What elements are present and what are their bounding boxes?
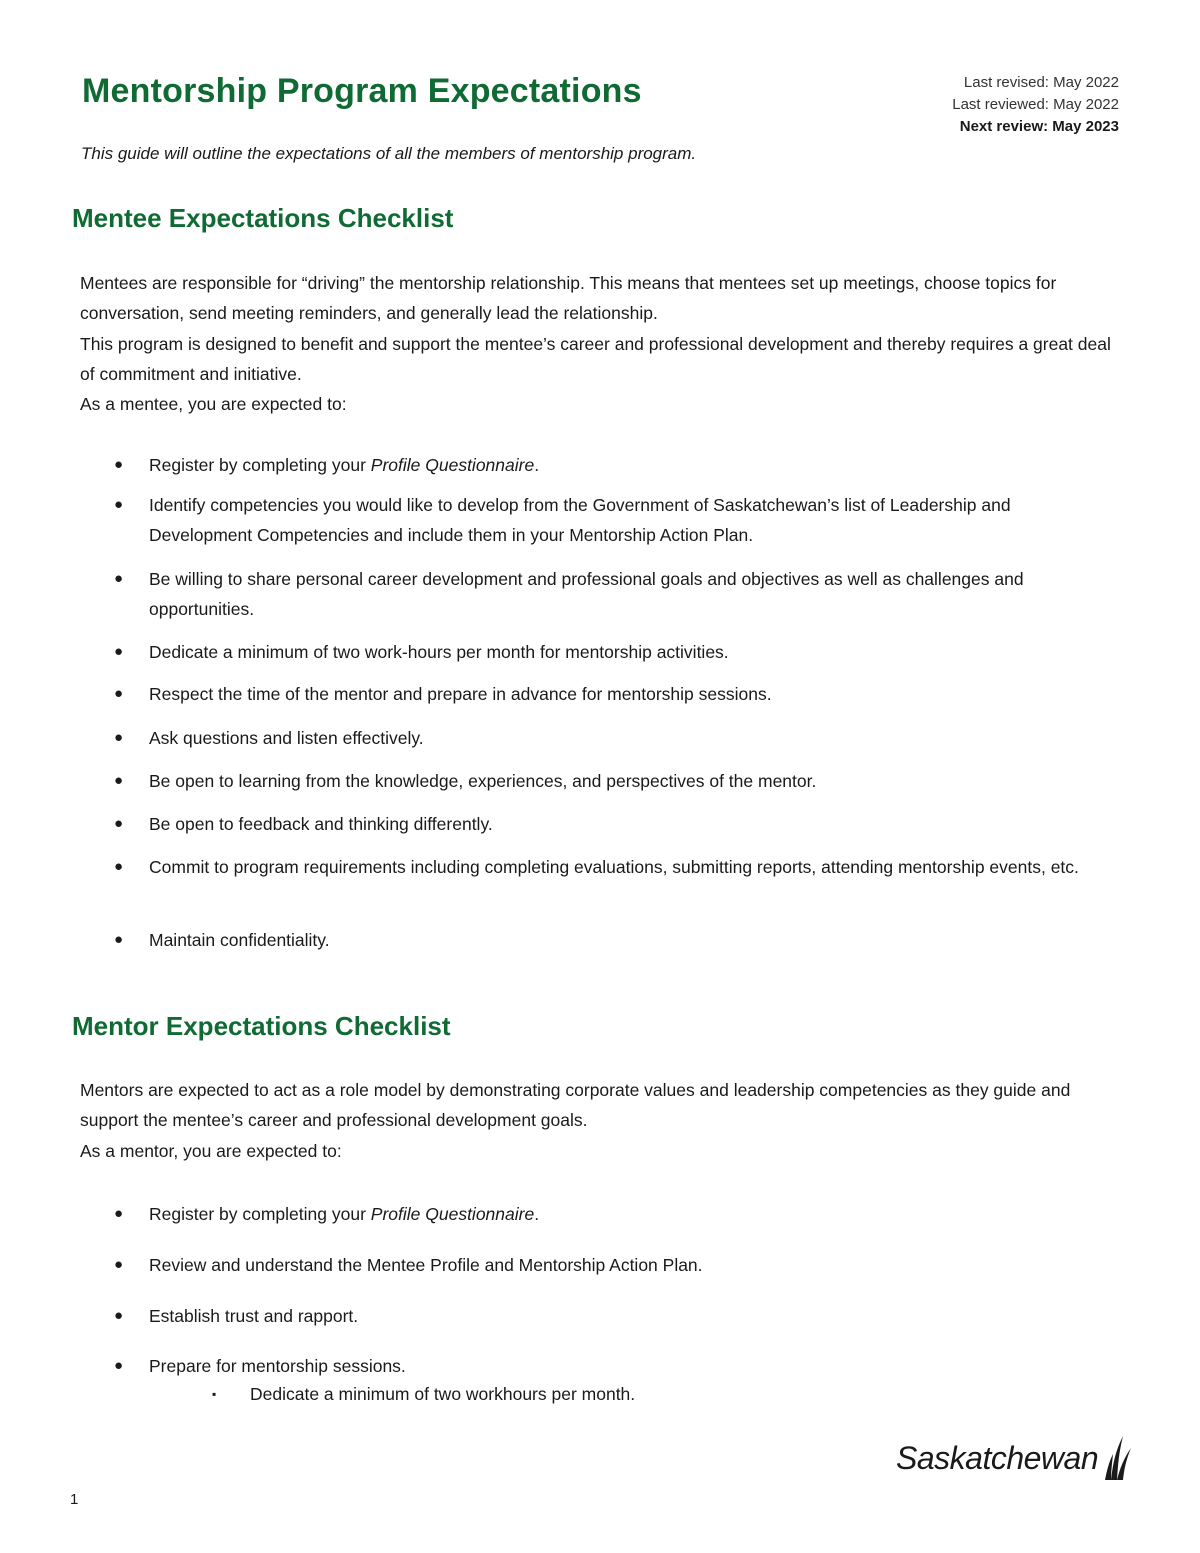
sub-bullet-icon: ▪ xyxy=(212,1387,217,1401)
profile-questionnaire-emphasis: Profile Questionnaire xyxy=(370,455,535,475)
list-item-text: Establish trust and rapport. xyxy=(149,1306,359,1326)
list-item-text: Identify competencies you would like to develop from the Government of Saskatchewan’s list of Leadership and Development Competencies and include them in your Mentorship Action Plan. xyxy=(149,495,1011,545)
last-reviewed: Last reviewed: May 2022 xyxy=(952,96,1119,113)
list-item-text: Dedicate a minimum of two work-hours per month for mentorship activities. xyxy=(149,642,729,662)
list-item-text: Maintain confidentiality. xyxy=(149,930,330,950)
mentor-intro-paragraph-2: As a mentor, you are expected to: xyxy=(80,1140,342,1161)
bullet-icon: ● xyxy=(114,570,124,587)
list-item-text: . xyxy=(534,1204,540,1224)
page-subtitle: This guide will outline the expectations of all the members of mentorship program. xyxy=(81,144,697,163)
list-item-text: Review and understand the Mentee Profile and Mentorship Action Plan. xyxy=(149,1255,703,1275)
bullet-icon: ● xyxy=(114,685,124,702)
bullet-icon: ● xyxy=(114,858,124,875)
bullet-icon: ● xyxy=(114,772,124,789)
logo-wordmark: Saskatchewan xyxy=(896,1440,1099,1476)
bullet-icon: ● xyxy=(114,729,124,746)
last-revised: Last revised: May 2022 xyxy=(963,74,1119,91)
bullet-icon: ● xyxy=(114,496,124,513)
list-item-text: Register by completing your xyxy=(149,455,371,475)
bullet-icon: ● xyxy=(114,1256,124,1273)
bullet-icon: ● xyxy=(114,1357,124,1374)
saskatchewan-logo xyxy=(896,1434,1136,1484)
list-item-text: Ask questions and listen effectively. xyxy=(149,728,424,748)
list-item-text: Be open to learning from the knowledge, experiences, and perspectives of the mentor. xyxy=(149,771,817,791)
bullet-icon: ● xyxy=(114,931,124,948)
bullet-icon: ● xyxy=(114,456,124,473)
list-item-text: Dedicate a minimum of two workhours per month. xyxy=(250,1384,636,1404)
mentee-heading: Mentee Expectations Checklist xyxy=(72,203,454,233)
mentor-intro-paragraph-1: Mentors are expected to act as a role model by demonstrating corporate values and leadership competencies as they guide and support the mentee’s career and professional development goals. xyxy=(80,1080,1071,1131)
bullet-icon: ● xyxy=(114,815,124,832)
list-item-text: Be willing to share personal career development and professional goals and objectives as well as challenges and opportunities. xyxy=(149,569,1024,619)
profile-questionnaire-emphasis: Profile Questionnaire xyxy=(370,1204,535,1224)
list-item-text: Be open to feedback and thinking differently. xyxy=(149,814,493,834)
bullet-icon: ● xyxy=(114,643,124,660)
bullet-icon: ● xyxy=(114,1205,124,1222)
next-review: Next review: May 2023 xyxy=(959,118,1119,135)
mentee-intro-paragraph-2: This program is designed to benefit and support the mentee’s career and professional development and thereby requires a great deal of commitment and initiative. xyxy=(80,333,1111,384)
mentee-intro-paragraph-1: Mentees are responsible for “driving” the mentorship relationship. This means that mentees set up meetings, choose topics for conversation, send meeting reminders, and generally lead the relationship. xyxy=(80,273,1057,324)
page-title: Mentorship Program Expectations xyxy=(82,72,642,110)
list-item-text: Respect the time of the mentor and prepare in advance for mentorship sessions. xyxy=(149,684,772,704)
bullet-icon: ● xyxy=(114,1307,124,1324)
mentor-heading: Mentor Expectations Checklist xyxy=(72,1011,451,1041)
wheat-sheaf-icon xyxy=(1101,1434,1133,1482)
mentee-intro-paragraph-3: As a mentee, you are expected to: xyxy=(80,394,347,415)
page-number: 1 xyxy=(70,1491,79,1508)
list-item-text: . xyxy=(534,455,540,475)
list-item-text: Register by completing your xyxy=(149,1204,371,1224)
list-item-text: Prepare for mentorship sessions. xyxy=(149,1356,406,1376)
list-item-text: Commit to program requirements including completing evaluations, submitting reports, attending mentorship events, etc. xyxy=(149,857,1079,877)
